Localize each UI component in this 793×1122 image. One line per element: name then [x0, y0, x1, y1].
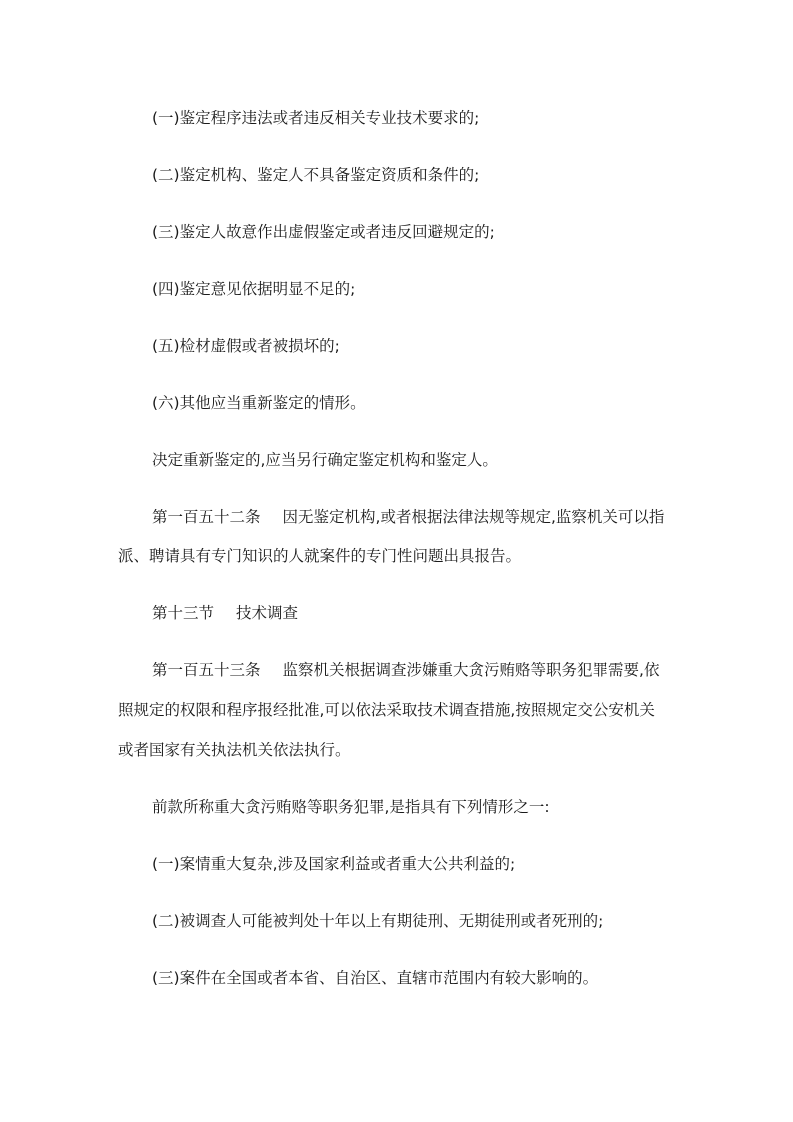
paragraph-definition: 前款所称重大贪污贿赂等职务犯罪,是指具有下列情形之一: — [152, 798, 550, 816]
article-number: 第一百五十二条 — [152, 508, 261, 526]
list-item: (三)案件在全国或者本省、自治区、直辖市范围内有较大影响的。 — [152, 969, 599, 987]
section-number: 第十三节 — [152, 604, 215, 622]
section-title: 技术调查 — [236, 604, 299, 622]
article-153-line-1 — [152, 660, 659, 680]
article-number: 第一百五十三条 — [152, 661, 261, 679]
list-item: (一)鉴定程序违法或者违反相关专业技术要求的; — [152, 109, 480, 127]
list-item: (五)检材虚假或者被损坏的; — [152, 337, 340, 355]
list-item: (六)其他应当重新鉴定的情形。 — [152, 394, 366, 412]
list-item: (四)鉴定意见依据明显不足的; — [152, 280, 356, 298]
article-text: 因无鉴定机构,或者根据法律法规等规定,监察机关可以指 — [282, 508, 665, 526]
paragraph-reappraisal: 决定重新鉴定的,应当另行确定鉴定机构和鉴定人。 — [152, 451, 498, 469]
article-153-line-3: 或者国家有关执法机关依法执行。 — [118, 741, 351, 759]
list-item: (二)被调查人可能被判处十年以上有期徒刑、无期徒刑或者死刑的; — [152, 912, 604, 930]
list-item: (一)案情重大复杂,涉及国家利益或者重大公共利益的; — [152, 855, 516, 873]
article-153-line-2: 照规定的权限和程序报经批准,可以依法采取技术调查措施,按照规定交公安机关 — [118, 701, 655, 719]
article-152-line-1 — [152, 507, 664, 527]
article-text: 监察机关根据调查涉嫌重大贪污贿赂等职务犯罪需要,依 — [282, 661, 660, 679]
section-heading — [152, 603, 298, 623]
list-item: (二)鉴定机构、鉴定人不具备鉴定资质和条件的; — [152, 166, 480, 184]
article-152-line-2: 派、聘请具有专门知识的人就案件的专门性问题出具报告。 — [118, 547, 522, 565]
list-item: (三)鉴定人故意作出虚假鉴定或者违反回避规定的; — [152, 223, 495, 241]
